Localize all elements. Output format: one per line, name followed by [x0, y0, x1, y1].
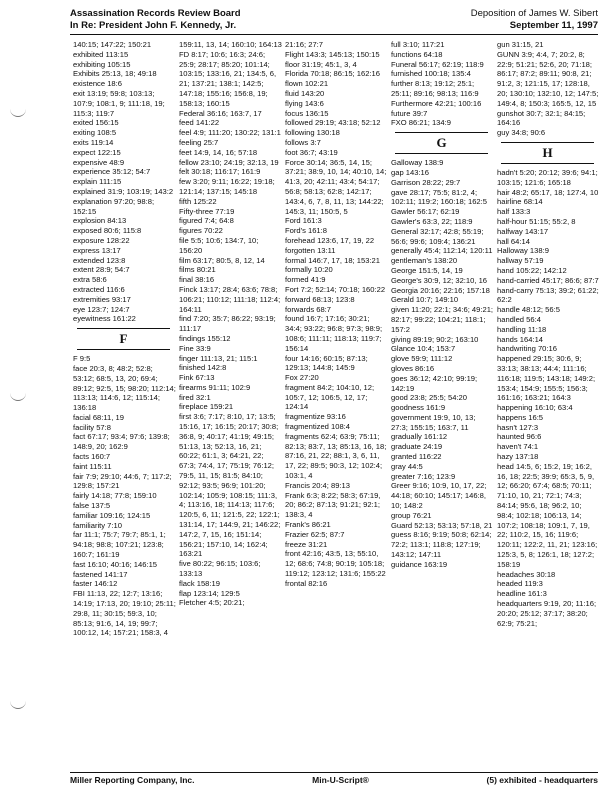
index-entry: flying 143:6: [285, 98, 324, 108]
index-entry: flack 158:19: [179, 578, 220, 588]
index-entry: flown 102:21: [285, 79, 329, 89]
index-entry: extra 58:6: [73, 275, 107, 285]
index-entry: Gawler's 63:3, 22; 118:9: [391, 216, 473, 226]
index-entry: fragment 84:2; 104:10, 12; 105:7, 12; 106:5, 12, 17; 124:14: [285, 382, 375, 412]
index-entry: F 9:5: [73, 354, 91, 364]
index-entry: fairly 14:18; 77:8; 159:10: [73, 491, 157, 501]
header-board-name: Assassination Records Review Board: [70, 8, 241, 19]
index-entry: handled 56:4: [497, 314, 541, 324]
index-entry: fireplace 159:21: [179, 402, 234, 412]
punch-hole-mark: [10, 700, 26, 709]
index-entry: firearms 91:11; 102:9: [179, 382, 251, 392]
index-entry: generally 45:4; 112:14; 120:11: [391, 246, 493, 256]
index-entry: Funeral 56:17; 62:19; 118:9: [391, 59, 484, 69]
index-entry: gun 31:15, 21: [497, 40, 544, 49]
index-entry: guy 34:8; 90:6: [497, 128, 546, 138]
index-entry: few 3:20; 9:11; 16:22; 19:18; 121:14; 137:15; 145:18: [179, 177, 275, 196]
index-entry: fired 32:1: [179, 392, 211, 402]
index-entry: Exhibits 25:13, 18; 49:18: [73, 69, 157, 79]
index-entry: expect 122:15: [73, 147, 121, 157]
index-entry: Florida 70:18; 86:15; 162:16: [285, 69, 380, 79]
index-entry: expensive 48:9: [73, 157, 125, 167]
index-entry: Fort 7:2; 52:14; 70:18; 160:22: [285, 284, 386, 294]
index-entry: forgotten 13:11: [285, 245, 336, 255]
punch-hole-mark: [10, 108, 26, 117]
index-entry: exhibited 113:15: [73, 49, 129, 59]
index-entry: graduate 24:19: [391, 442, 443, 452]
index-entry: handle 48:12; 56:5: [497, 305, 560, 315]
index-entry: four 14:16; 60:15; 87:13; 129:13; 144:8; 145:9: [285, 353, 368, 373]
index-entry: half 133:3: [497, 207, 531, 217]
section-letter-heading: H: [501, 142, 594, 164]
index-entry: happens 16:5: [497, 412, 544, 422]
index-entry: hair 48:2; 65:17, 18; 127:4, 10: [497, 187, 599, 197]
index-entry: hand-carry 75:13; 39:2; 61:22; 62:2: [497, 285, 599, 305]
index-entry: followed 29:19; 43:18; 52:12: [285, 118, 381, 128]
index-entry: findings 155:12: [179, 333, 231, 343]
index-entry: gap 143:16: [391, 167, 430, 177]
index-entry: glove 59:9; 111:12: [391, 354, 453, 364]
index-entry: headaches 30:18: [497, 569, 556, 579]
index-entry: Federal 36:16; 163:7, 17: [179, 108, 262, 118]
index-entry: half-hour 51:15; 55:2, 8: [497, 216, 576, 226]
index-entry: hand-carried 45:17; 86:6; 87:7: [497, 275, 599, 285]
index-entry: extracted 116:6: [73, 284, 125, 294]
index-entry: 21:16; 27:7: [285, 40, 324, 49]
index-entry: forward 68:13; 123:8: [285, 294, 355, 304]
index-entry: gave 28:17; 75:5; 81:2, 4; 102:11; 119:2; 160:18; 162:5: [391, 187, 487, 207]
index-entry: exits 119:14: [73, 137, 114, 147]
index-entry: granted 116:22: [391, 452, 442, 462]
index-entry: full 3:10; 117:21: [391, 40, 445, 49]
index-entry: explosion 84:13: [73, 216, 127, 226]
index-entry: first 3:6; 7:17; 8:10, 17; 13:5; 15:16, 17; 16:15; 20:17; 30:8; 36:8, 9; 40:17; 41:19; 49:15; 51:13, 13; 52:13, 16, 21; 60:22; 61:1, 3; 64:21, 22; 67:3; 74:4, 17; 75:19; 76:12; 79:5, 11, 15; 81:5; 84:10; 92:12; 93:5; 96:9; 101:20; 102:14; 105:9; 108:15; 111:3, 4; 113:16, 18; 114:13; 117:6; 120:5, 6, 11; 121:5, 22; 122:1; 131:14, 17; 144:9, 21; 146:22; 147:2, 7, 15, 16; 151:14; 156:21; 157:10, 14; 162:4; 163:21: [179, 412, 281, 559]
index-entry: film 63:17; 80:5, 8, 12, 14: [179, 255, 265, 265]
index-entry: formed 41:9: [285, 275, 326, 285]
index-column: [285, 40, 391, 768]
index-entry: greater 7:16; 123:9: [391, 471, 456, 481]
index-entry: formal 146:7, 17, 18; 153:21: [285, 255, 380, 265]
index-entry: haven't 74:1: [497, 442, 539, 452]
index-entry: hazy 137:18: [497, 452, 539, 462]
index-entry: handling 11:18: [497, 324, 547, 334]
index-entry: eye 123:7; 124:7: [73, 304, 130, 314]
index-entry: further 8:13; 19:12; 25:1; 25:11; 89:16; 98:13; 116:9: [391, 79, 479, 98]
index-entry: face 20:3, 8; 48:2; 52:8; 53:12; 68:5, 13, 20; 69:4; 89:12; 92:5, 15; 98:20; 112:14; 113:13; 114:6, 12; 115:14; 136:18: [73, 363, 176, 413]
index-entry: forwards 68:7: [285, 304, 332, 314]
index-entry: Georgia 20:16; 22:16; 157:18: [391, 285, 490, 295]
footer-page-range: (5) exhibited - headquarters: [486, 775, 598, 785]
index-entry: follows 3:7: [285, 137, 321, 147]
index-entry: gloves 86:16: [391, 363, 435, 373]
header-date: September 11, 1997: [509, 20, 598, 31]
index-entry: Fine 33:9: [179, 343, 211, 353]
index-entry: eyewitness 161:22: [73, 314, 136, 324]
index-entry: gentleman's 138:20: [391, 256, 458, 266]
index-entry: handwriting 70:16: [497, 344, 557, 354]
index-entry: foot 36:7; 43:19: [285, 147, 338, 157]
index-entry: Francis 20:4; 89:13: [285, 480, 351, 490]
index-entry: following 130:18: [285, 128, 340, 138]
index-entry: gray 44:5: [391, 461, 423, 471]
index-entry: fellow 23:10; 24:19; 32:13, 19: [179, 157, 279, 167]
index-entry: Frank 6:3; 8:22; 58:3; 67:19, 20; 86:2; 87:13; 91:21; 92:1; 138:3, 4: [285, 490, 381, 520]
index-entry: halfway 143:17: [497, 226, 549, 236]
index-entry: felt 30:18; 116:17; 161:9: [179, 167, 261, 177]
index-entry: fluid 143:20: [285, 88, 325, 98]
index-entry: hasn't 127:3: [497, 422, 539, 432]
index-entry: head 14:5, 6; 15:2, 19; 16:2, 16, 18; 22:5; 39:9; 65:3, 5, 9, 12; 66:20; 67:4; 68:5; 70:11; 71:10, 10, 21; 72:1; 74:3; 84:14; 95:6, 18; 96:2, 10; 98:4; 102:18; 106:13, 14; 107:2; 108:18; 109:1, 7, 19, 22; 110:2, 15, 16; 119:6; 120:11; 122:2, 11, 21; 123:16; 125:3, 5, 8; 126:1, 18; 127:2; 158:19: [497, 461, 598, 569]
index-entry: Fletcher 4:5; 20:21;: [179, 598, 245, 608]
index-entry: Furthermore 42:21; 100:16: [391, 98, 482, 108]
index-entry: found 16:7; 17:16; 30:21; 34:4; 93:22; 96:8; 97:3; 98:9; 108:6; 111:11; 118:13; 119:7; 156:14: [285, 314, 383, 353]
index-entry: forehead 123:6, 17, 19, 22: [285, 235, 375, 245]
index-entry: Finck 13:17; 28:4; 63:6; 78:8; 106:21; 110:12; 111:18; 112:4; 164:11: [179, 284, 281, 314]
index-entry: 140:15; 147:22; 150:21: [73, 40, 152, 49]
index-entry: find 7:20; 35:7; 86:22; 93:19; 111:17: [179, 314, 276, 334]
index-entry: gunshot 30:7; 32:1; 84:15; 164:16: [497, 108, 586, 128]
section-letter-heading: G: [395, 132, 488, 154]
index-entry: finished 142:8: [179, 363, 227, 373]
index-entry: explanation 97:20; 98:8; 152:15: [73, 196, 155, 216]
index-entry: FD 8:17; 10:6; 16:3; 24:6; 25:9; 28:17; 85:20; 101:14; 103:15; 133:16, 21; 134:5, 6, 21; 137:21; 138:1; 142:5; 147:18; 155:16; 156:8, 19; 158:13; 160:15: [179, 49, 277, 108]
index-column: [391, 40, 497, 768]
index-entry: extremities 93:17: [73, 294, 131, 304]
index-entry: Garrison 28:22; 29:7: [391, 177, 461, 187]
index-entry: hands 164:14: [497, 334, 544, 344]
index-entry: George's 30:9, 12; 32:10, 16: [391, 275, 488, 285]
index-entry: Fink 67:13: [179, 373, 215, 383]
index-entry: good 23:8; 25:5; 54:20: [391, 393, 468, 403]
index-columns: [73, 40, 603, 768]
header-case-name: In Re: President John F. Kennedy, Jr.: [70, 20, 237, 31]
index-entry: fact 67:17; 93:4; 97:6; 139:8; 148:9, 20; 162:9: [73, 432, 170, 452]
index-entry: goodness 161:9: [391, 403, 446, 413]
index-entry: future 39:7: [391, 108, 428, 118]
index-entry: happened 29:15; 30:6, 9; 33:13; 38:13; 44:4; 111:16; 116:18; 119:5; 143:18; 149:2; 153:4; 154:9; 155:5; 156:3; 161:16; 163:21; 164:3: [497, 354, 596, 403]
index-entry: government 19:9, 10, 13; 27:3; 155:15; 163:7, 11: [391, 412, 476, 432]
index-entry: existence 18:6: [73, 79, 122, 89]
index-column: [179, 40, 285, 768]
index-entry: Ford's 161:8: [285, 226, 327, 236]
index-entry: Force 30:14; 36:5, 14, 15; 37:21; 38:9, 10, 14; 40:10, 14; 41:3, 20; 42:11; 43:4; 54:17; 56:8; 58:13; 62:8; 142:17; 143:4, 6, 7, 8, 11, 13; 144:22; 145:3, 11; 150:5, 5: [285, 157, 387, 216]
index-entry: Ford 161:3: [285, 216, 322, 226]
index-entry: final 38:16: [179, 275, 215, 285]
index-entry: headed 119:3: [497, 579, 543, 589]
index-entry: feed 141:22: [179, 118, 220, 128]
index-entry: GUNN 3:9; 4:4, 7; 20:2, 8; 22:9; 51:21; 52:6, 20; 71:18; 86:17; 87:2; 89:11; 90:8, 21; 91:2, 3; 121:15, 17; 128:18, 20; 130:10; 132:10, 12; 147:5; 149:4, 8; 150:3; 165:5, 12, 15: [497, 49, 599, 108]
index-entry: fair 7:9; 29:10; 44:6, 7; 117:2; 129:8; 157:21: [73, 471, 172, 491]
index-entry: explained 31:9; 103:19; 143:2: [73, 186, 174, 196]
index-entry: hall 64:14: [497, 236, 530, 246]
index-entry: Gerald 10:7; 149:10: [391, 295, 459, 305]
index-entry: faint 115:11: [73, 461, 112, 471]
index-entry: goes 36:12; 42:10; 99:19; 142:19: [391, 373, 478, 393]
index-entry: freeze 31:21: [285, 539, 328, 549]
index-entry: 159:11, 13, 14; 160:10; 164:13: [179, 40, 282, 49]
index-entry: faster 146:12: [73, 579, 118, 589]
index-entry: explain 111:15: [73, 177, 122, 187]
index-column: [73, 40, 179, 768]
index-entry: fast 16:10; 40:16; 146:15: [73, 559, 158, 569]
footer-brand: Min-U-Script®: [312, 775, 369, 785]
index-entry: FXO 86:21; 134:9: [391, 118, 451, 128]
punch-hole-mark: [10, 392, 26, 401]
index-entry: fastened 141:17: [73, 569, 128, 579]
index-entry: Frank's 86:21: [285, 520, 331, 530]
index-entry: guidance 163:19: [391, 559, 448, 569]
section-letter-heading: F: [77, 328, 170, 350]
index-entry: fragments 62:4; 63:9; 75:11; 82:13; 83:7, 13; 85:13, 16, 18; 87:16, 21, 22; 88:1, 3, 6, 11, 17, 22; 89:5; 90:3, 12; 102:4; 103:1, 4: [285, 431, 387, 481]
index-column: [497, 40, 603, 768]
index-entry: exposure 128:22: [73, 235, 130, 245]
index-entry: extent 28:9; 54:7: [73, 265, 130, 275]
index-entry: Greer 9:16; 10:9, 10, 17, 22; 44:18; 60:10; 145:17; 146:8, 10; 148:2: [391, 481, 487, 511]
index-entry: feet 14:9, 14, 16; 57:18: [179, 147, 258, 157]
index-entry: Flight 143:3; 145:13; 150:15: [285, 49, 380, 59]
index-entry: floor 31:19; 45:1, 3, 4: [285, 59, 357, 69]
index-entry: Glance 10:4; 153:7: [391, 344, 456, 354]
footer: [70, 772, 598, 785]
index-entry: General 32:17; 42:8; 55:19; 56:6; 99:6; 109:4; 136:21: [391, 226, 484, 246]
index-entry: Guard 52:13; 53:13; 57:18, 21: [391, 520, 493, 530]
header-right: [471, 8, 598, 32]
index-entry: facts 160:7: [73, 452, 111, 462]
index-entry: exiting 108:5: [73, 128, 117, 138]
index-entry: FBI 11:13, 22; 12:7; 13:16; 14:19; 17:13, 20; 19:10; 25:11; 29:8, 11; 30:15; 59:3, 10; 85:13; 91:6, 14, 19; 99:7; 100:12, 14; 157:21; 158:3, 4: [73, 589, 176, 638]
index-entry: front 42:16; 43:5, 13; 55:10, 12; 68:6; 74:8; 90:19; 105:18; 119:12; 123:12; 131:6; 155:22: [285, 549, 386, 579]
index-entry: headline 161:3: [497, 589, 547, 599]
index-entry: exited 156:15: [73, 118, 119, 128]
index-entry: hadn't 5:20; 20:12; 39:6; 94:1; 103:15; 121:6; 165:18: [497, 167, 598, 187]
header-deposition-name: Deposition of James W. Sibert: [470, 8, 598, 19]
index-entry: facility 57:8: [73, 422, 111, 432]
index-entry: flap 123:14; 129:5: [179, 588, 240, 598]
index-entry: familiar 109:16; 124:15: [73, 510, 151, 520]
index-entry: George 151:5, 14, 19: [391, 265, 463, 275]
index-entry: far 11:1; 75:7; 79:7; 85:1, 1; 94:18; 98:8; 107:21; 123:8; 160:7; 161:19: [73, 530, 166, 560]
index-entry: fifth 125:22: [179, 196, 217, 206]
index-entry: exposed 80:6; 115:8: [73, 226, 142, 236]
index-entry: Frazier 62:5; 87:7: [285, 529, 345, 539]
index-entry: fragmentize 93:16: [285, 412, 346, 422]
index-entry: fragmentized 108:4: [285, 422, 351, 432]
index-entry: Galloway 138:9: [391, 158, 444, 168]
index-entry: guess 8:16; 9:19; 50:8; 62:14; 72:2; 113:1; 118:8; 127:19; 143:12; 147:11: [391, 530, 492, 560]
index-entry: hand 105:22; 142:12: [497, 265, 567, 275]
index-entry: figured 7:4; 64:8: [179, 216, 234, 226]
index-entry: extended 123:8: [73, 255, 126, 265]
header-rule: [70, 34, 598, 35]
index-entry: films 80:21: [179, 265, 216, 275]
index-entry: furnished 100:18; 135:4: [391, 69, 471, 79]
index-entry: exit 13:19; 59:8; 103:13; 107:9; 108:1, 9; 111:18, 19; 115:3; 119:7: [73, 88, 165, 118]
index-entry: gradually 161:12: [391, 432, 448, 442]
index-entry: familiarity 7:10: [73, 520, 122, 530]
index-entry: Fifty-three 77:19: [179, 206, 235, 216]
index-entry: exhibiting 105:15: [73, 59, 131, 69]
index-entry: hallway 57:19: [497, 256, 544, 266]
index-entry: facial 68:11, 19: [73, 412, 124, 422]
index-entry: express 13:17: [73, 245, 121, 255]
index-entry: five 80:22; 96:15; 103:6; 133:13: [179, 559, 261, 579]
index-entry: file 5:5; 10:6; 134:7, 10; 156:20: [179, 235, 259, 255]
index-entry: haunted 96:6: [497, 432, 542, 442]
index-entry: false 137:5: [73, 501, 111, 511]
index-entry: Gawler 56:17; 62:19: [391, 207, 460, 217]
index-entry: Halloway 138:9: [497, 246, 549, 256]
index-entry: giving 89:19; 90:2; 163:10: [391, 334, 479, 344]
index-entry: focus 136:15: [285, 108, 329, 118]
footer-company: Miller Reporting Company, Inc.: [70, 775, 195, 785]
index-entry: happening 16:10; 63:4: [497, 403, 573, 413]
index-entry: hairline 68:14: [497, 197, 543, 207]
header-left: [70, 8, 241, 32]
index-entry: frontal 82:16: [285, 578, 328, 588]
index-entry: experience 35:12; 54:7: [73, 167, 151, 177]
index-entry: functions 64:18: [391, 49, 443, 59]
index-entry: headquarters 9:19, 20; 11:16; 20:20; 25:12; 37:17; 38:20; 62:9; 75:21;: [497, 599, 597, 628]
index-entry: feel 4:9; 111:20; 130:22; 131:1: [179, 128, 281, 138]
index-entry: given 11:20; 22:1; 34:6; 49:21; 82:17; 99:22; 104:21; 118:1; 157:2: [391, 305, 494, 334]
index-entry: Fox 27:20: [285, 373, 319, 383]
index-entry: feeling 25:7: [179, 137, 219, 147]
index-entry: formally 10:20: [285, 265, 333, 275]
index-entry: finger 111:13, 21; 115:1: [179, 353, 258, 363]
index-entry: group 76:21: [391, 510, 432, 520]
index-entry: figures 70:22: [179, 226, 223, 236]
